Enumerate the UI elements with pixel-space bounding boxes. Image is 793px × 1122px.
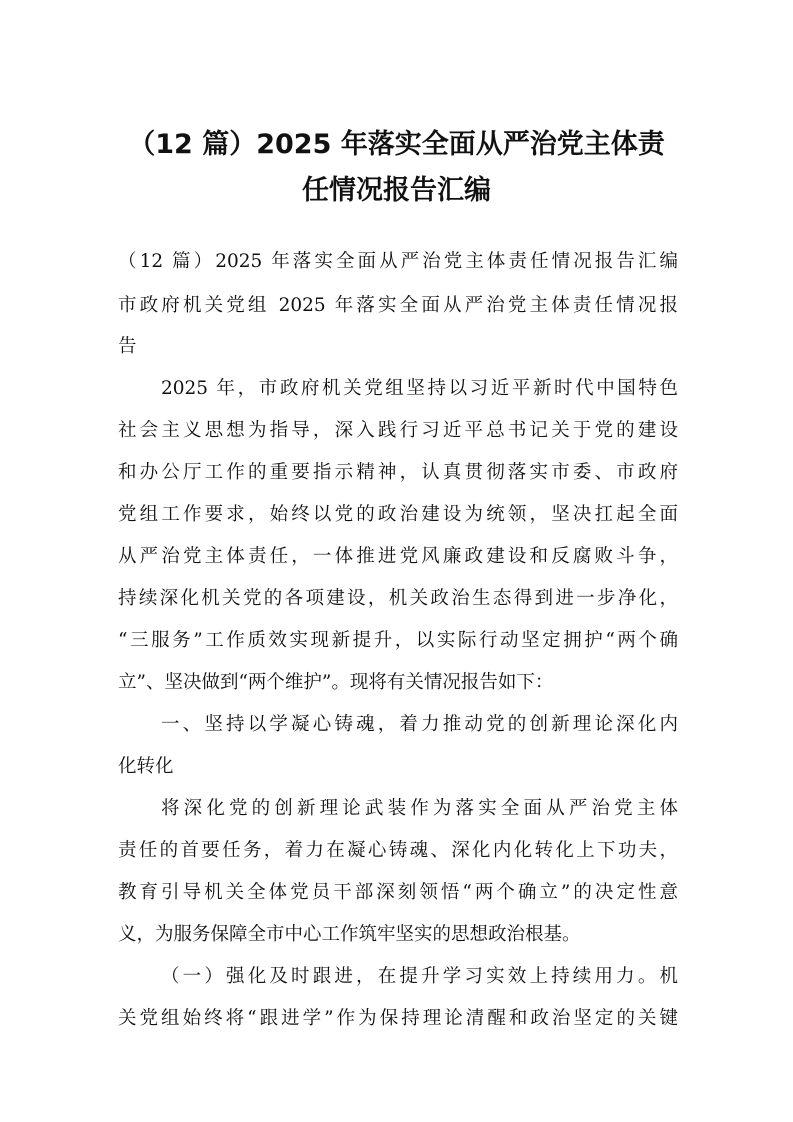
paragraph-line: 2025 年，市政府机关党组坚持以习近平新时代中国特色 (161, 378, 678, 399)
paragraph-line: 立”、坚决做到“两个维护”。现将有关情况报告如下： (118, 672, 554, 693)
paragraph-line: 持续深化机关党的各项建设，机关政治生态得到进一步净化， (118, 588, 678, 609)
paragraph-line: 社会主义思想为指导，深入践行习近平总书记关于党的建设 (118, 420, 678, 441)
paragraph-line: 党组工作要求，始终以党的政治建设为统领，坚决扛起全面 (118, 504, 678, 525)
subtitle-line: （12 篇）2025 年落实全面从严治党主体责任情况报告汇编 (118, 251, 678, 272)
paragraph-line: 义，为服务保障全市中心工作筑牢坚实的思想政治根基。 (118, 924, 581, 945)
paragraph-line: 责任的首要任务，着力在凝心铸魂、深化内化转化上下功夫， (118, 840, 678, 861)
paragraph-line: “三服务”工作质效实现新提升，以实际行动坚定拥护“两个确 (118, 630, 678, 651)
paragraph-line: 从严治党主体责任，一体推进党风廉政建设和反腐败斗争， (118, 546, 678, 567)
document-title-line-1: （12 篇）2025 年落实全面从严治党主体责 (128, 129, 665, 160)
document-title-line-2: 任情况报告汇编 (302, 175, 491, 206)
section-heading-line: 一、坚持以学凝心铸魂，着力推动党的创新理论深化内 (161, 714, 678, 735)
paragraph-line: 关党组始终将“跟进学”作为保持理论清醒和政治坚定的关键 (118, 1008, 678, 1029)
paragraph-line: 和办公厅工作的重要指示精神，认真贯彻落实市委、市政府 (118, 462, 678, 483)
section-heading-line: 化转化 (118, 756, 174, 777)
paragraph-line: 教育引导机关全体党员干部深刻领悟“两个确立”的决定性意 (118, 882, 678, 903)
subsection-line: （一）强化及时跟进，在提升学习实效上持续用力。机 (161, 966, 678, 987)
report-heading-line: 告 (118, 336, 137, 357)
report-heading-line: 市政府机关党组 2025 年落实全面从严治党主体责任情况报 (118, 295, 678, 316)
paragraph-line: 将深化党的创新理论武装作为落实全面从严治党主体 (161, 798, 678, 819)
